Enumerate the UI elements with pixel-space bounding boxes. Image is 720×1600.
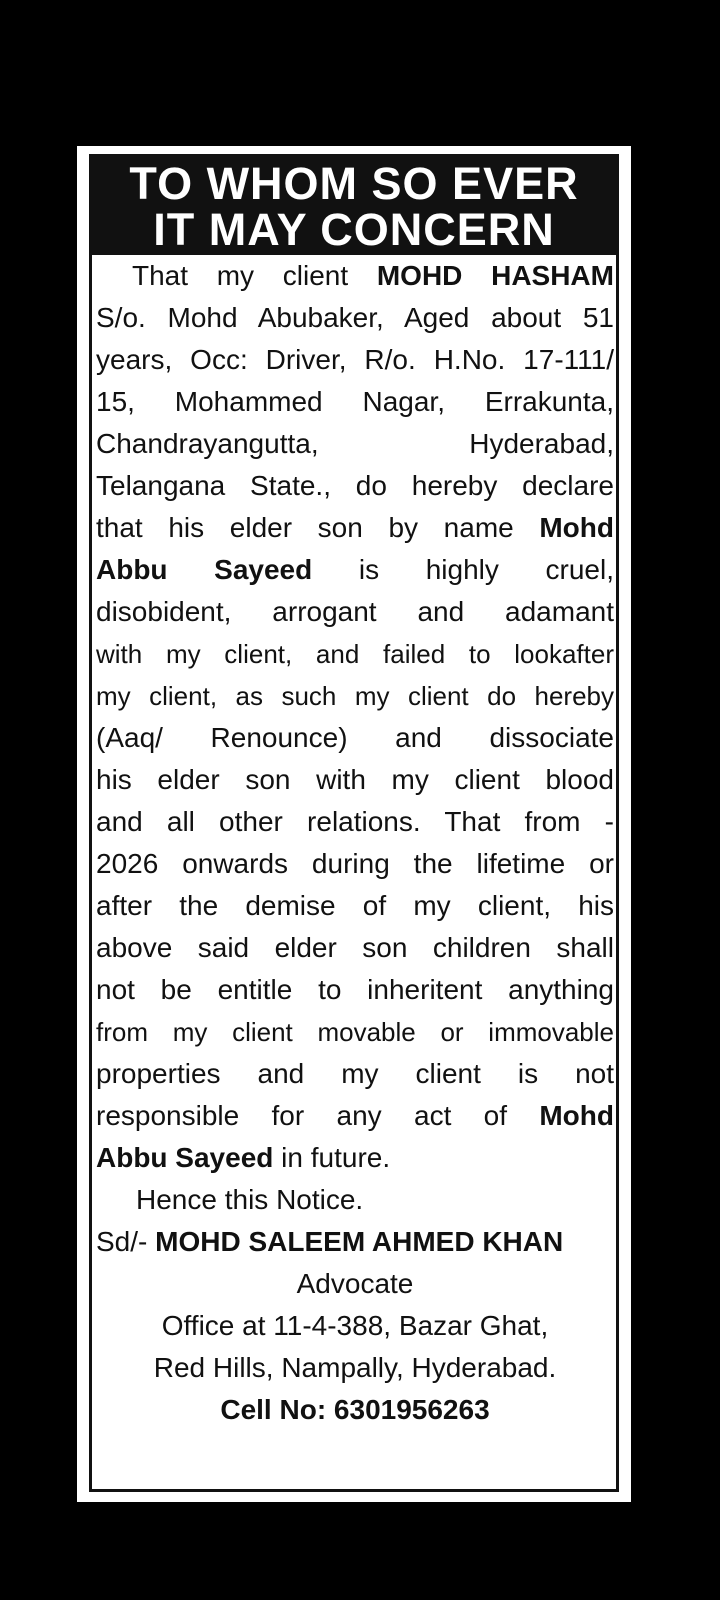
client-name: MOHD HASHAM	[376, 260, 614, 291]
notice-body	[92, 255, 616, 1221]
body-row: not be entitle to inheritent anything	[96, 974, 614, 1005]
body-row: S/o. Mohd Abubaker, Aged about 51	[96, 302, 614, 333]
body-row: his elder son with my client blood	[96, 764, 614, 795]
son-name: Abbu Sayeed	[96, 554, 313, 585]
notice-frame	[89, 154, 619, 1492]
son-name: Mohd	[539, 512, 614, 543]
body-row: Chandrayangutta, Hyderabad,	[96, 428, 614, 459]
body-row: and all other relations. That from -	[96, 806, 614, 837]
notice-header	[92, 157, 616, 255]
advocate-name: MOHD SALEEM AHMED KHAN	[155, 1226, 564, 1257]
header-line-1: TO WHOM SO EVER	[129, 158, 579, 209]
advocate-role: Advocate	[296, 1268, 414, 1299]
son-name: Mohd	[539, 1100, 614, 1131]
body-row: properties and my client is not	[96, 1058, 614, 1089]
signature-line: Sd/- MOHD SALEEM AHMED KHAN	[96, 1226, 564, 1257]
office-address-line-2: Red Hills, Nampally, Hyderabad.	[153, 1352, 557, 1383]
body-row: 15, Mohammed Nagar, Errakunta,	[96, 386, 614, 417]
body-row: years, Occ: Driver, R/o. H.No. 17-111/	[96, 344, 614, 375]
header-line-2: IT MAY CONCERN	[153, 204, 555, 255]
body-row: Abbu Sayeed is highly cruel,	[96, 554, 614, 585]
notice-clipping	[77, 146, 631, 1502]
body-row: responsible for any act of Mohd	[96, 1100, 614, 1131]
body-row: with my client, and failed to lookafter	[96, 639, 614, 669]
body-row: my client, as such my client do hereby	[96, 681, 614, 711]
body-row: (Aaq/ Renounce) and dissociate	[96, 722, 614, 753]
body-row: Telangana State., do hereby declare	[96, 470, 614, 501]
body-row: from my client movable or immovable	[96, 1017, 614, 1047]
body-row: that his elder son by name Mohd	[96, 512, 614, 543]
hence-line: Hence this Notice.	[136, 1184, 364, 1215]
office-address-line-1: Office at 11-4-388, Bazar Ghat,	[161, 1310, 549, 1341]
cell-number: Cell No: 6301956263	[220, 1394, 490, 1425]
son-name: Abbu Sayeed	[96, 1142, 274, 1173]
body-row: disobident, arrogant and adamant	[96, 596, 614, 627]
notice-footer	[92, 1221, 616, 1431]
body-row: 2026 onwards during the lifetime or	[96, 848, 614, 879]
body-row: Abbu Sayeed in future.	[96, 1142, 391, 1173]
body-row: That my client MOHD HASHAM	[132, 260, 614, 291]
body-row: after the demise of my client, his	[96, 890, 614, 921]
body-row: above said elder son children shall	[96, 932, 614, 963]
